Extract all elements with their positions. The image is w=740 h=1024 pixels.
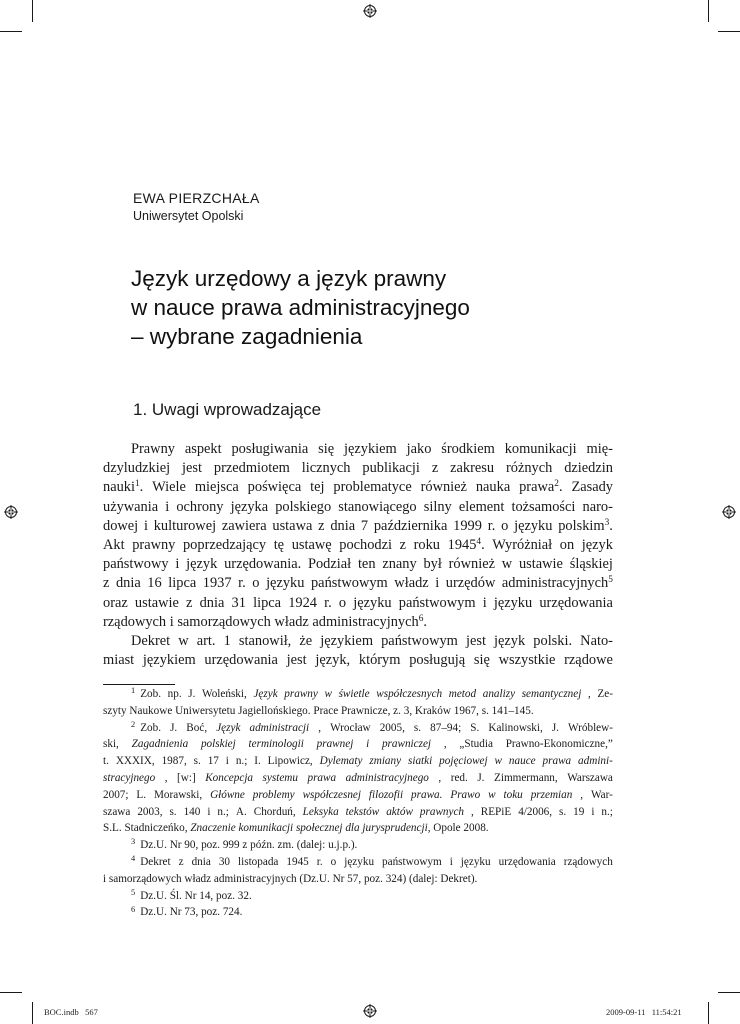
slug-file-name: BOC.indb [44,1007,79,1017]
crop-mark [0,992,22,993]
footnote-line: $^6$ Dz.U. Nr 73, poz. 724. [131,904,243,919]
text-line: z dnia 16 lipca 1937 r. o języku państwowym władz i urzędów administracyjnych$^5$ [103,575,613,592]
footnote-line: szyty Naukowe Uniwersytetu Jagiellońskiego. Prace Prawnicze, z. 3, Kraków 1967, s. 141–145. [103,704,534,717]
text-line: Prawny aspekt posługiwania się językiem jako środkiem komunikacji mię- [131,441,613,457]
registration-mark-icon [4,505,18,519]
footnote-line: $^2$ Zob. J. Boć, Język administracji , Wrocław 2005, s. 87–94; S. Kalinowski, J. Wróblew- [131,719,613,734]
slug-page-number: 567 [85,1007,98,1017]
text-line: państwowy i język urzędowania. Podział ten znany był również w ustawie śląskiej [103,556,613,573]
slug-file [44,1007,98,1017]
footnote-line: $^5$ Dz.U. Śl. Nr 14, poz. 32. [131,887,252,902]
footnotes [103,686,613,921]
slug-timestamp [606,1007,682,1017]
footnote-line: szawa 2003, s. 140 i n.; A. Chorduń, Leksyka tekstów aktów prawnych , REPiE 4/2006, s. 19 i n.; [103,805,613,818]
registration-mark-icon [363,1004,377,1018]
text-line: miast językiem urzędowania jest język, którym posługują się wszystkie rządowe [103,652,613,669]
text-line: dowej i kulturowej zawiera ustawa z dnia 7 października 1999 r. o języku polskim$^3$. [103,517,613,534]
footnote-line: $^1$ Zob. np. J. Woleński, Język prawny w świetle współczesnych metod analizy semantycznej , Ze- [131,686,613,700]
title-line: w nauce prawa administracyjnego [131,295,470,320]
footnote-line: $^4$ Dekret z dnia 30 listopada 1945 r. o języku państwowym i języku urzędowania rządowych [131,854,613,868]
text-line: rządowych i samorządowych władz administracyjnych$^6$. [103,613,427,630]
footnote-line: stracyjnego , [w:] Koncepcja systemu prawa administracyjnego , red. J. Zimmermann, Warszawa [103,771,613,784]
registration-mark-icon [363,4,377,18]
crop-mark [32,0,33,22]
footnote-line: S.L. Stadniczeńko, Znaczenie komunikacji społecznej dla jurysprudencji, Opole 2008. [103,822,489,835]
text-line: używania i ochrony języka polskiego stanowiącego silny element tożsamości naro- [103,498,613,515]
title-line: Język urzędowy a język prawny [131,266,447,291]
slug-time: 11:54:21 [651,1007,682,1017]
crop-mark [0,31,22,32]
text-line: dzyludzkiej jest przedmiotem licznych publikacji z zakresu różnych dziedzin [103,460,613,477]
crop-mark [708,0,709,22]
author-affiliation: Uniwersytet Opolski [133,209,244,223]
footnote-line: ski, Zagadnienia polskiej terminologii prawnej i prawniczej , „Studia Prawno-Ekonomiczne,” [103,738,613,751]
title-line: – wybrane zagadnienia [131,324,363,349]
registration-mark-icon [722,505,736,519]
text-line: Dekret w art. 1 stanowił, że językiem państwowym jest język polski. Nato- [131,632,613,649]
crop-mark [718,992,740,993]
section-heading: 1. Uwagi wprowadzające [133,400,322,419]
crop-mark [708,1002,709,1024]
article-title [131,264,611,351]
text-line: Akt prawny poprzedzający tę ustawę pochodzi z roku 1945$^4$. Wyróżniał on język [103,536,613,553]
footnote-line: 2007; L. Morawski, Główne problemy współczesnej filozofii prawa. Prawo w toku przemian , War- [103,788,613,801]
footnote-separator [103,684,175,685]
body-text [103,440,613,670]
text-line: oraz ustawie z dnia 31 lipca 1924 r. o języku państwowym i języku urzędowania [103,594,613,611]
author-name: EWA PIERZCHAŁA [133,190,260,206]
crop-mark [32,1002,33,1024]
footnote-line: t. XXXIX, 1987, s. 17 i n.; I. Lipowicz, Dylematy zmiany siatki pojęciowej w nauce prawa admini- [103,755,613,768]
text-line: nauki$^1$. Wiele miejsca poświęca tej problematyce również nauka prawa$^2$. Zasady [103,479,613,496]
slug-date: 2009-09-11 [606,1007,646,1017]
crop-mark [718,31,740,32]
footnote-line: i samorządowych władz administracyjnych (Dz.U. Nr 57, poz. 324) (dalej: Dekret). [103,872,478,885]
footnote-line: $^3$ Dz.U. Nr 90, poz. 999 z późn. zm. (dalej: u.j.p.). [131,837,358,852]
